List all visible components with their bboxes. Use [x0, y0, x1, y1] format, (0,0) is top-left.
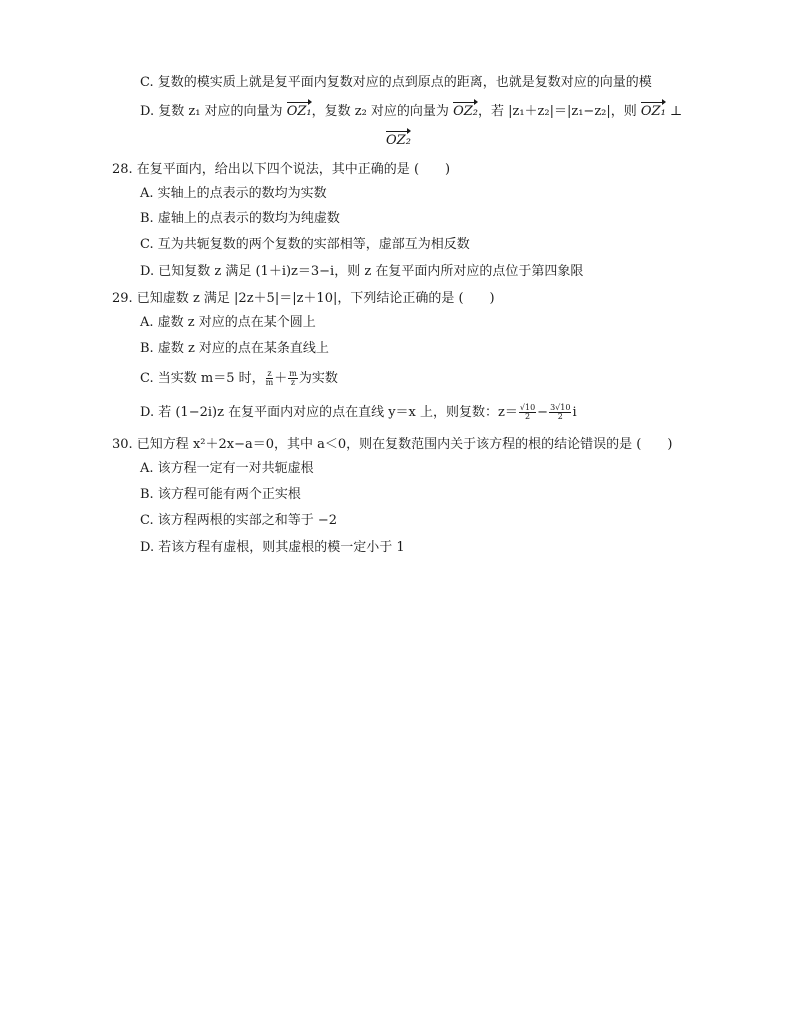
- q29-option-c: [140, 370, 338, 388]
- q30-stem: 30. 已知方程 x²＋2x−a＝0，其中 a＜0，则在复数范围内关于该方程的根的结论错误的是 ( ): [112, 437, 673, 452]
- vector-oz2: OZ₂: [453, 104, 478, 119]
- q28-stem: 28. 在复平面内，给出以下四个说法，其中正确的是 ( ): [112, 162, 451, 177]
- q30-option-d: D. 若该方程有虚根，则其虚根的模一定小于 1: [140, 540, 405, 555]
- plus-sign: ＋: [274, 371, 288, 386]
- fraction-numerator: 3√10: [550, 403, 571, 412]
- fraction-denominator: z: [290, 378, 296, 387]
- q29-option-c-text-a: C. 当实数 m＝5 时，: [140, 371, 265, 386]
- minus-sign: −: [537, 405, 549, 420]
- q29-option-d-text-b: i: [572, 405, 577, 420]
- q28-option-d: D. 已知复数 z 满足 (1＋i)z＝3−i，则 z 在复平面内所对应的点位于第四象限: [140, 264, 584, 279]
- fraction-denominator: 2: [524, 412, 531, 421]
- q29-option-d: [140, 404, 577, 422]
- q27-option-d-continued: [386, 132, 411, 150]
- fraction-numerator: √10: [519, 403, 536, 412]
- q29-option-a: A. 虚数 z 对应的点在某个圆上: [140, 315, 316, 330]
- q30-option-c: C. 该方程两根的实部之和等于 −2: [140, 513, 338, 528]
- fraction-numerator: z: [267, 369, 272, 378]
- vector-oz2-second: OZ₂: [386, 133, 411, 148]
- vector-oz1-second: OZ₁: [640, 104, 666, 119]
- fraction-sqrt10-over-2: [519, 404, 536, 421]
- fraction-denominator: 2: [557, 412, 563, 421]
- q27-option-c: C. 复数的模实质上就是复平面内复数对应的点到原点的距离，也就是复数对应的向量的模: [140, 75, 652, 90]
- q27-option-d-text-b: ，复数 z₂ 对应的向量为: [311, 104, 454, 119]
- fraction-denominator: m: [265, 378, 274, 387]
- q29-option-b: B. 虚数 z 对应的点在某条直线上: [140, 341, 329, 356]
- q28-option-c: C. 互为共轭复数的两个复数的实部相等，虚部互为相反数: [140, 237, 470, 252]
- q27-option-d-text-c: ，若 |z₁＋z₂|＝|z₁−z₂|，则: [477, 104, 641, 119]
- q29-stem: 29. 已知虚数 z 满足 |2z＋5|＝|z＋10|，下列结论正确的是 ( ): [112, 291, 495, 306]
- q27-option-d: [140, 103, 682, 121]
- fraction-numerator: m: [289, 369, 297, 378]
- vector-oz1: OZ₁: [286, 104, 312, 119]
- q28-option-a: A. 实轴上的点表示的数均为实数: [140, 186, 327, 201]
- q28-option-b: B. 虚轴上的点表示的数均为纯虚数: [140, 211, 340, 226]
- fraction-z-over-m: [266, 370, 274, 387]
- q29-option-d-text-a: D. 若 (1−2i)z 在复平面内对应的点在直线 y＝x 上，则复数：z＝: [140, 405, 518, 420]
- q27-option-d-text-a: D. 复数 z₁ 对应的向量为: [140, 104, 287, 119]
- fraction-m-over-z: [288, 370, 298, 387]
- fraction-3sqrt10-over-2: [549, 404, 571, 421]
- q29-option-c-text-b: 为实数: [298, 371, 338, 386]
- q30-option-b: B. 该方程可能有两个正实根: [140, 487, 301, 502]
- q27-option-d-text-d: ⊥: [665, 104, 683, 119]
- q30-option-a: A. 该方程一定有一对共轭虚根: [140, 461, 314, 476]
